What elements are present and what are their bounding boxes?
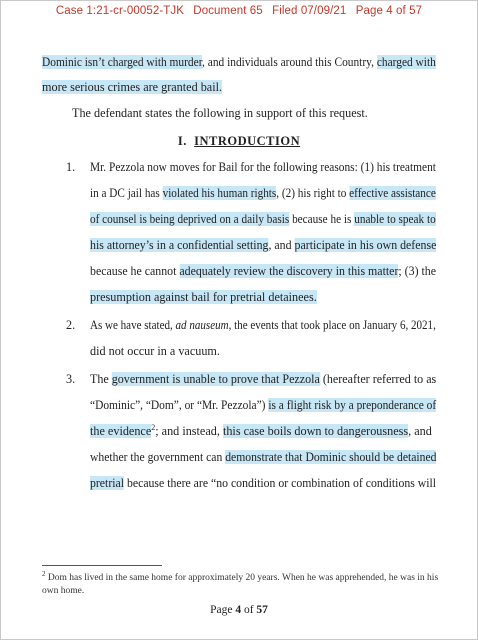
- item-1-line-f: [90, 290, 317, 305]
- item-2-line-a: [90, 318, 436, 333]
- page-count: Page 4 of 57: [355, 5, 423, 17]
- item-number: 3.: [66, 372, 76, 386]
- item-3-line-c: [90, 424, 432, 439]
- text-run: , (2) his right to: [276, 186, 350, 200]
- case-number: Case 1:21-cr-00052-TJK: [55, 5, 184, 17]
- highlight: charged with: [376, 55, 436, 69]
- filed-date: Filed 07/09/21: [272, 5, 347, 17]
- item-3-line-d: [90, 450, 436, 465]
- highlight: is a flight risk by a preponderance of: [268, 398, 437, 412]
- text-run: (hereafter referred to as: [319, 372, 437, 386]
- text-run: , and: [408, 424, 432, 438]
- highlight: presumption against bail for pretrial detainees.: [90, 290, 317, 304]
- footnote-marker: 2: [42, 569, 46, 578]
- text-run: in a DC jail has: [90, 186, 163, 200]
- item-3-line-b: [90, 398, 436, 413]
- footnote-text: Dom has lived in the same home for approximately 20 years. When he was apprehended, he was in his own home.: [42, 573, 439, 596]
- highlight: participate in his own defense: [294, 238, 437, 252]
- highlight: the evidence: [90, 424, 152, 438]
- item-1-line-d: [90, 238, 436, 253]
- section-heading: [0, 134, 478, 149]
- highlight: violated his human rights: [162, 186, 277, 200]
- intro-line-1: [42, 55, 436, 70]
- highlight: this case boils down to dangerousness: [222, 424, 409, 438]
- text-run: ; (3) the: [398, 264, 437, 278]
- text-run: because there are “no condition or combination of conditions will: [124, 476, 437, 490]
- footnote-divider: [42, 565, 162, 566]
- highlight: government is unable to prove that Pezzola: [111, 372, 320, 386]
- text-run: , and: [268, 238, 295, 252]
- page-footer: [0, 604, 478, 616]
- highlight: pretrial: [90, 476, 125, 490]
- item-2-line-b: did not occur in a vacuum.: [90, 344, 220, 358]
- highlight: demonstrate that Dominic should be detained: [225, 450, 437, 464]
- item-3-line-e: [90, 476, 436, 491]
- text-run: , the events that took place on January 6, 2021,: [228, 318, 436, 332]
- highlight: Dominic isn’t charged with murder: [42, 55, 203, 69]
- text-run: whether the government can: [90, 450, 226, 464]
- item-1-line-a: Mr. Pezzola now moves for Bail for the following reasons: (1) his treatment: [90, 160, 436, 174]
- footer-current-page: 4: [235, 604, 242, 616]
- text-run: ; and instead,: [155, 424, 223, 438]
- highlight: effective assistance: [349, 186, 436, 200]
- item-1-line-c: [90, 212, 436, 227]
- ecf-stamp-header: [0, 5, 478, 17]
- text-run: , and individuals around this Country,: [202, 55, 377, 69]
- footer-total-pages: 57: [256, 604, 268, 616]
- intro-line-2: [42, 80, 222, 95]
- highlight: unable to speak to: [354, 212, 436, 226]
- intro-line-3: The defendant states the following in support of this request.: [72, 106, 368, 120]
- highlight: more serious crimes are granted bail.: [42, 80, 223, 94]
- item-3-line-a: [90, 372, 436, 387]
- highlight: of counsel is being deprived on a daily basis: [90, 212, 290, 226]
- text-run: because he cannot: [90, 264, 180, 278]
- item-number: 1.: [66, 160, 76, 174]
- highlight: adequately review the discovery in this matter: [179, 264, 399, 278]
- latin-phrase: ad nauseum: [175, 318, 229, 332]
- item-1-line-e: [90, 264, 436, 279]
- footnote: [42, 569, 440, 598]
- document-number: Document 65: [193, 5, 263, 17]
- highlight: his attorney’s in a confidential setting: [90, 238, 269, 252]
- text-run: As we have stated,: [90, 318, 176, 332]
- footnote-ref[interactable]: 2: [151, 422, 156, 432]
- item-number: 2.: [66, 318, 76, 332]
- heading-number: I.: [177, 134, 187, 148]
- text-run: “Dominic”, “Dom”, or “Mr. Pezzola”): [90, 398, 269, 412]
- text-run: because he is: [289, 212, 355, 226]
- footer-prefix: Page: [210, 604, 236, 616]
- footer-middle: of: [241, 604, 257, 616]
- text-run: The: [90, 372, 112, 386]
- heading-title: INTRODUCTION: [194, 134, 301, 148]
- item-1-line-b: [90, 186, 436, 201]
